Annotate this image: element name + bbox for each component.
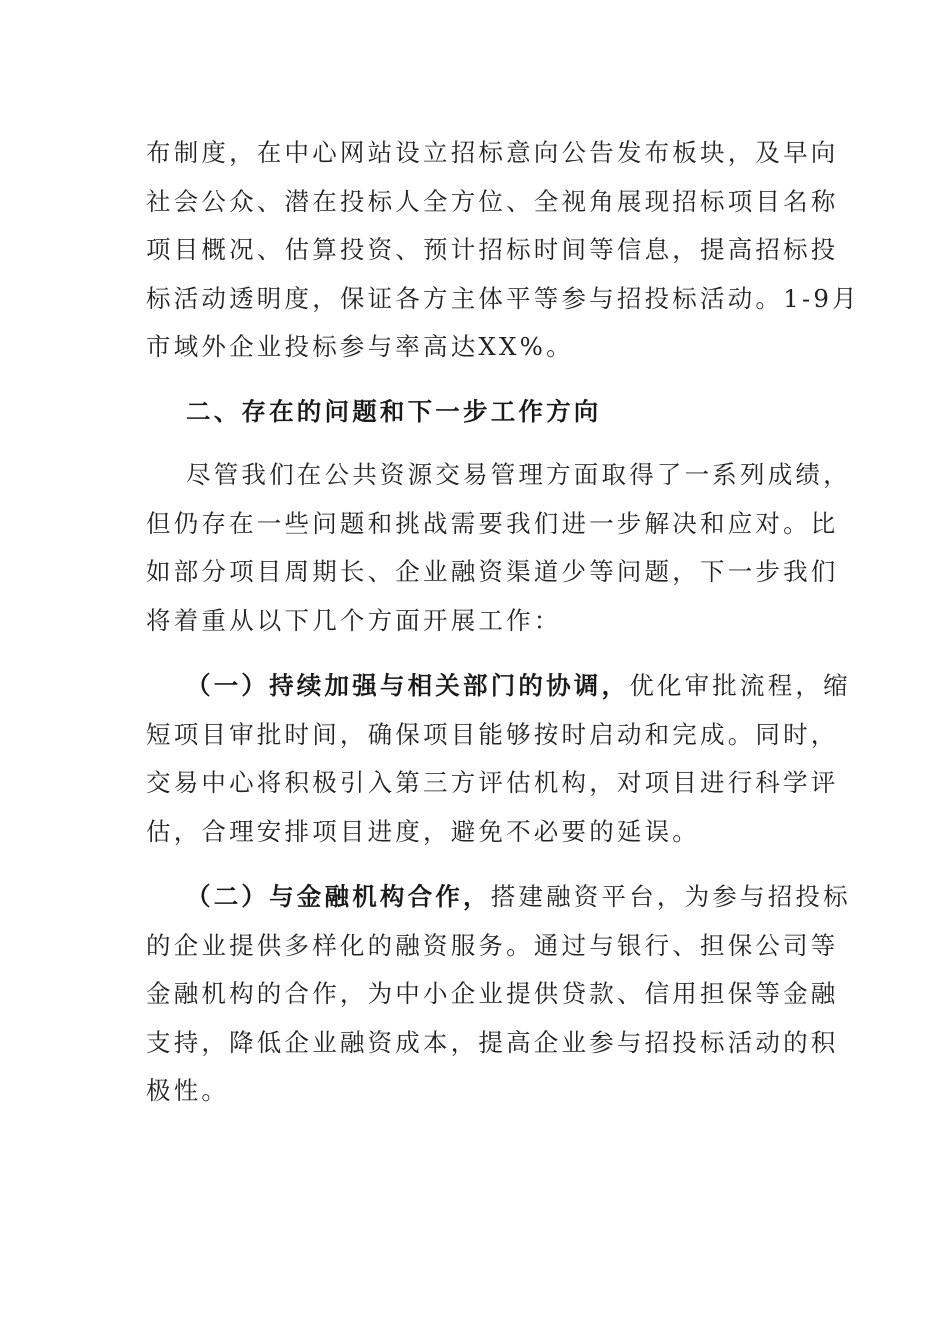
paragraph-line: 交易中心将积极引入第三方评估机构，对项目进行科学评 (146, 768, 839, 797)
paragraph-line: 尽管我们在公共资源交易管理方面取得了一系列成绩， (186, 460, 851, 489)
item-first-line-text: 优化审批流程，缩 (629, 671, 851, 700)
list-item-coordination (146, 662, 851, 856)
list-item-financing (146, 873, 851, 1116)
item-bold-lead: （一）持续加强与相关部门的协调， (186, 671, 630, 700)
section-heading: 二、存在的问题和下一步工作方向 (186, 397, 602, 426)
paragraph-problems (146, 451, 851, 645)
paragraph-line: 市域外企业投标参与率高达XX%。 (146, 332, 574, 361)
paragraph-line: 布制度，在中心网站设立招标意向公告发布板块，及早向 (146, 138, 839, 167)
paragraph-line (146, 873, 851, 922)
paragraph-line: 项目概况、估算投资、预计招标时间等信息，提高招标投 (146, 235, 839, 264)
paragraph-line: 金融机构的合作，为中小企业提供贷款、信用担保等金融 (146, 979, 839, 1008)
paragraph-line: 的企业提供多样化的融资服务。通过与银行、担保公司等 (146, 930, 839, 960)
item-bold-lead: （二）与金融机构合作， (186, 882, 491, 911)
paragraph-line: 社会公众、潜在投标人全方位、全视角展现招标项目名称 (146, 186, 839, 216)
paragraph-line: 支持，降低企业融资成本，提高企业参与招投标活动的积 (146, 1027, 839, 1057)
paragraph-line: 短项目审批时间，确保项目能够按时启动和完成。同时， (146, 719, 839, 749)
paragraph-line: 但仍存在一些问题和挑战需要我们进一步解决和应对。比 (146, 508, 839, 538)
paragraph-line: 估，合理安排项目进度，避免不必要的延误。 (146, 816, 700, 846)
paragraph-continuation (146, 129, 860, 372)
paragraph-line: 将着重从以下几个方面开展工作： (146, 605, 562, 635)
paragraph-line: 极性。 (146, 1076, 230, 1105)
paragraph-line (146, 662, 851, 711)
paragraph-line: 标活动透明度，保证各方主体平等参与招投标活动。1-9月 (146, 283, 860, 313)
paragraph-line: 如部分项目周期长、企业融资渠道少等问题，下一步我们 (146, 557, 839, 586)
item-first-line-text: 搭建融资平台，为参与招投标 (490, 882, 851, 911)
